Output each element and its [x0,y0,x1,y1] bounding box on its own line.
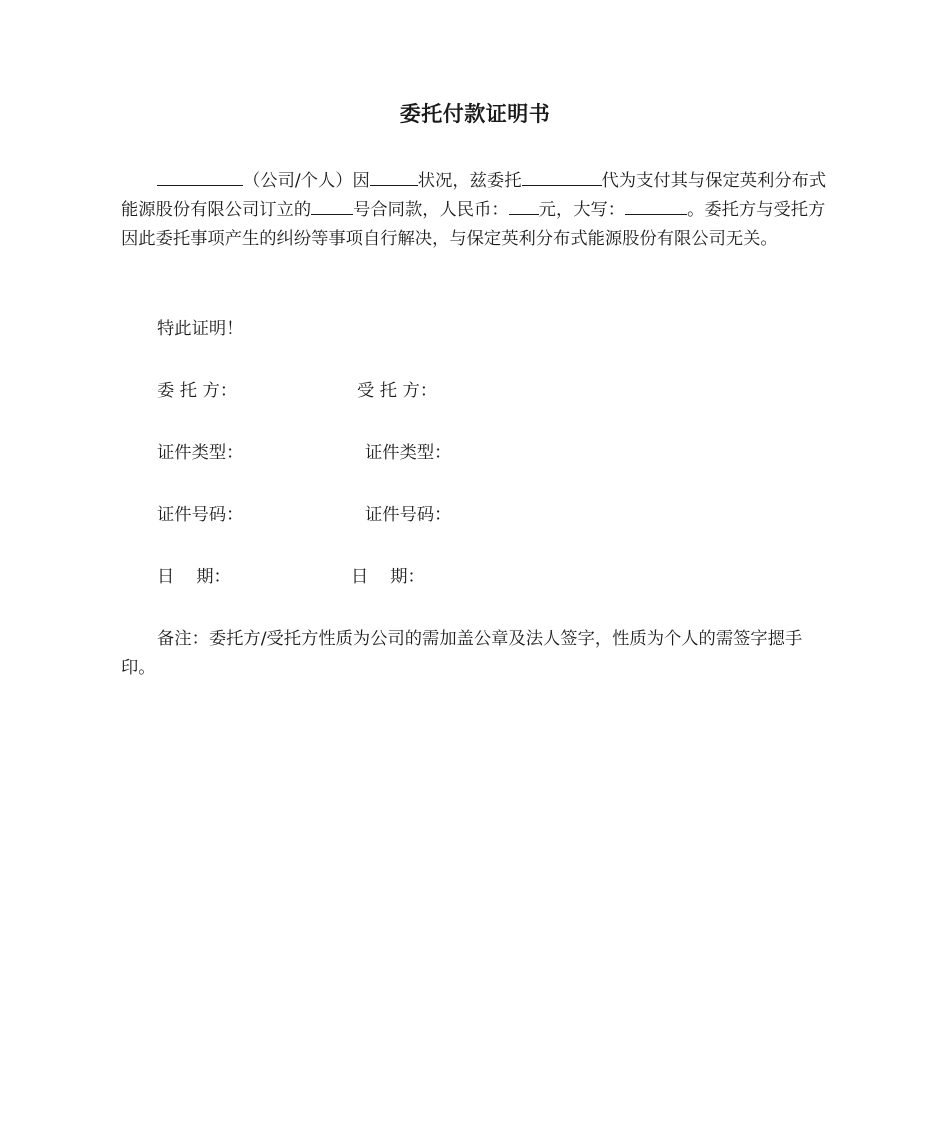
body-text-3: 代为支付其与保定英利分布式能源股份有限公司订立的 [121,171,827,220]
blank-amount-words[interactable] [625,196,687,215]
principal-label: 委 托 方： [157,381,238,401]
body-text-1: （公司/个人）因 [243,171,370,191]
document-title: 委托付款证明书 [399,102,551,126]
body-paragraph [121,167,833,254]
declaration: 特此证明！ [157,319,244,339]
blank-party[interactable] [157,167,243,186]
body-text-2: 状况，兹委托 [417,171,522,191]
body-text-5: 元，大写： [538,200,626,220]
blank-amount[interactable] [509,196,539,215]
agent-label: 受 托 方： [357,381,438,401]
principal-id-number-label: 证件号码： [157,505,244,525]
principal-id-type-label: 证件类型： [157,443,244,463]
remark-paragraph: 备注：委托方/受托方性质为公司的需加盖公章及法人签字，性质为个人的需签字摁手印。 [121,629,803,678]
agent-id-number-label: 证件号码： [365,505,452,525]
principal-date-label: 日 期： [157,567,231,587]
blank-reason[interactable] [370,167,418,186]
blank-agent[interactable] [522,167,602,186]
blank-contract-number[interactable] [311,196,353,215]
agent-date-label: 日 期： [351,567,425,587]
agent-id-type-label: 证件类型： [365,443,452,463]
body-text-4: 号合同款，人民币： [353,200,509,220]
body-text-6: 。委托方与受托方因此委托事项产生的纠纷等事项自行解决，与保定英利分布式能源股份有限公司无关。 [121,200,826,249]
